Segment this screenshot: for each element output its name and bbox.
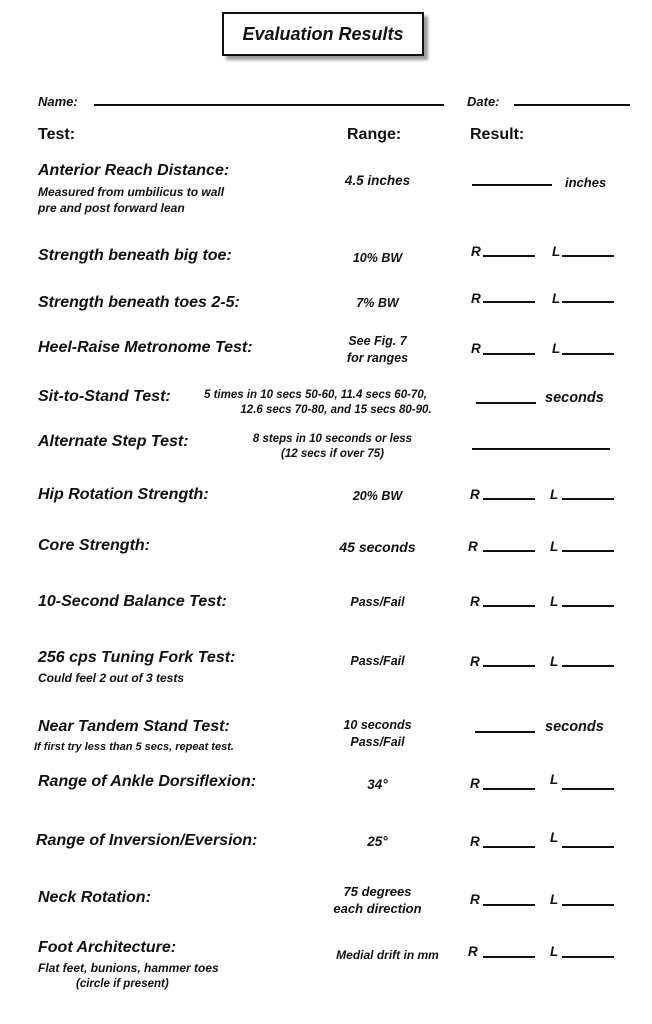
result-unit: inches xyxy=(565,175,607,190)
test-name: 10-Second Balance Test: xyxy=(38,593,227,610)
right-label: R xyxy=(468,539,478,554)
test-name: Neck Rotation: xyxy=(38,889,151,906)
right-result-line[interactable] xyxy=(483,255,535,257)
range-value: 8 steps in 10 seconds or less xyxy=(252,433,413,445)
left-result-line[interactable] xyxy=(562,904,614,906)
right-label: R xyxy=(470,776,480,791)
right-result-line[interactable] xyxy=(483,301,535,303)
right-result-line[interactable] xyxy=(483,788,535,790)
right-result-line[interactable] xyxy=(483,353,535,355)
test-name: Strength beneath big toe: xyxy=(38,247,232,264)
left-label: L xyxy=(550,654,559,669)
left-result-line[interactable] xyxy=(562,605,614,607)
range-value: 34° xyxy=(367,777,388,792)
left-result-line[interactable] xyxy=(562,353,614,355)
left-label: L xyxy=(552,341,561,356)
test-name: Foot Architecture: xyxy=(38,939,177,956)
header-range: Range: xyxy=(347,126,402,143)
range-value: 25° xyxy=(367,834,388,849)
test-name: Anterior Reach Distance: xyxy=(38,162,230,179)
range-value: 10% BW xyxy=(352,251,403,265)
right-label: R xyxy=(471,291,481,306)
test-name: Alternate Step Test: xyxy=(38,433,189,450)
right-label: R xyxy=(470,892,480,907)
range-value: 5 times in 10 secs 50-60, 11.4 secs 60-70, xyxy=(204,389,427,401)
right-result-line[interactable] xyxy=(483,846,535,848)
left-label: L xyxy=(550,594,559,609)
name-field-line[interactable] xyxy=(94,104,444,106)
range-value: Pass/Fail xyxy=(350,735,405,749)
left-result-line[interactable] xyxy=(562,550,614,552)
left-result-line[interactable] xyxy=(562,788,614,790)
right-label: R xyxy=(470,487,480,502)
range-value: 45 seconds xyxy=(339,539,416,555)
left-result-line[interactable] xyxy=(562,498,614,500)
result-unit: seconds xyxy=(545,390,604,406)
left-label: L xyxy=(550,892,559,907)
test-name: Sit-to-Stand Test: xyxy=(38,388,171,405)
test-subtext: Could feel 2 out of 3 tests xyxy=(38,671,185,685)
test-subtext: If first try less than 5 secs, repeat test. xyxy=(34,741,234,753)
result-line[interactable] xyxy=(472,448,610,450)
range-value: 12.6 secs 70-80, and 15 secs 80-90. xyxy=(240,404,432,416)
test-name: Near Tandem Stand Test: xyxy=(38,718,230,735)
range-value: (12 secs if over 75) xyxy=(281,448,384,460)
left-label: L xyxy=(550,944,559,959)
test-subtext: Measured from umbilicus to wall xyxy=(38,185,225,199)
header-test: Test: xyxy=(38,126,76,143)
right-result-line[interactable] xyxy=(483,956,535,958)
range-value: See Fig. 7 xyxy=(348,334,407,348)
right-label: R xyxy=(470,834,480,849)
test-name: Hip Rotation Strength: xyxy=(38,486,209,503)
date-label: Date: xyxy=(467,94,500,109)
left-label: L xyxy=(550,539,559,554)
page-title xyxy=(222,12,424,56)
right-result-line[interactable] xyxy=(483,904,535,906)
right-label: R xyxy=(471,341,481,356)
right-result-line[interactable] xyxy=(483,665,535,667)
test-name: Strength beneath toes 2-5: xyxy=(38,294,240,311)
left-label: L xyxy=(550,772,559,787)
left-result-line[interactable] xyxy=(562,956,614,958)
test-name: Core Strength: xyxy=(38,537,150,554)
left-label: L xyxy=(552,244,561,259)
result-line[interactable] xyxy=(475,731,535,733)
range-value: 20% BW xyxy=(352,489,403,503)
right-result-line[interactable] xyxy=(483,550,535,552)
name-label: Name: xyxy=(38,94,78,109)
right-label: R xyxy=(470,594,480,609)
range-value: Pass/Fail xyxy=(350,595,405,609)
result-line[interactable] xyxy=(472,184,552,186)
left-label: L xyxy=(552,291,561,306)
left-label: L xyxy=(550,487,559,502)
test-name: 256 cps Tuning Fork Test: xyxy=(38,649,236,666)
test-name: Heel-Raise Metronome Test: xyxy=(38,339,253,356)
range-value: 10 seconds xyxy=(343,718,412,732)
right-label: R xyxy=(468,944,478,959)
right-result-line[interactable] xyxy=(483,498,535,500)
range-value: Pass/Fail xyxy=(350,654,405,668)
right-label: R xyxy=(470,654,480,669)
right-label: R xyxy=(471,244,481,259)
left-result-line[interactable] xyxy=(562,846,614,848)
test-name: Range of Ankle Dorsiflexion: xyxy=(38,773,257,790)
result-unit: seconds xyxy=(545,719,604,735)
test-subtext: (circle if present) xyxy=(76,978,169,990)
range-value: 4.5 inches xyxy=(344,173,411,188)
left-result-line[interactable] xyxy=(562,301,614,303)
result-line[interactable] xyxy=(476,402,536,404)
left-label: L xyxy=(550,830,559,845)
header-result: Result: xyxy=(470,126,525,143)
test-subtext: pre and post forward lean xyxy=(38,201,185,215)
date-field-line[interactable] xyxy=(514,104,630,106)
range-value: for ranges xyxy=(346,351,409,365)
right-result-line[interactable] xyxy=(483,605,535,607)
left-result-line[interactable] xyxy=(562,255,614,257)
range-value: 7% BW xyxy=(356,296,399,310)
test-subtext: Flat feet, bunions, hammer toes xyxy=(38,961,219,975)
range-value: each direction xyxy=(333,901,422,916)
page-title-text: Evaluation Results xyxy=(242,23,404,44)
range-value: Medial drift in mm xyxy=(336,948,439,962)
range-value: 75 degrees xyxy=(343,884,412,899)
test-name: Range of Inversion/Eversion: xyxy=(36,832,258,849)
left-result-line[interactable] xyxy=(562,665,614,667)
